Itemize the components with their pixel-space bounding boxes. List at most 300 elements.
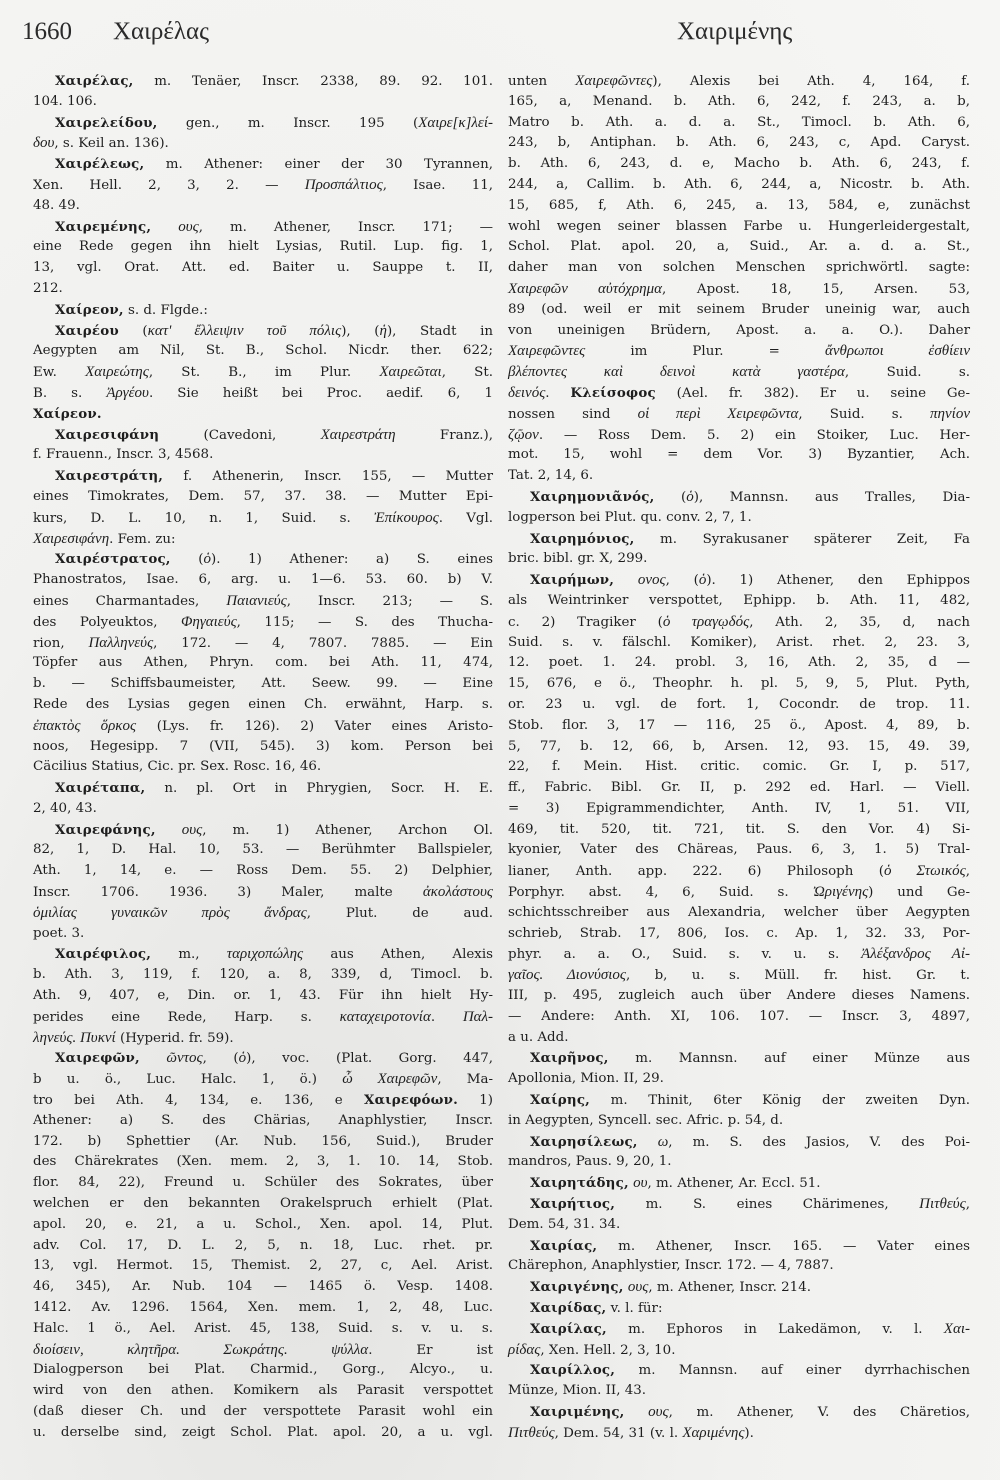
text-line xyxy=(508,1256,970,1277)
line-text: ), ( xyxy=(341,323,380,339)
right-column xyxy=(508,71,970,1444)
line-text: logperson bei Plut. qu. conv. 2, 7, 1. xyxy=(508,509,752,525)
line-text: wird von den athen. Komikern als Parasit verspottet xyxy=(33,1383,493,1399)
text-line xyxy=(508,1111,970,1132)
line-text: (daß dieser Ch. und der verspottete Parasit wohl ein xyxy=(33,1404,493,1419)
text-line xyxy=(33,466,493,487)
text-line xyxy=(508,861,970,882)
headword: Χαιρεμένης, xyxy=(55,218,152,235)
line-text: 48. 49. xyxy=(33,197,80,213)
line-text: 243, b, Antiphan. b. Ath. 6, 243, c, Apd. Caryst. xyxy=(508,135,970,151)
line-text: ), Stadt in xyxy=(386,323,493,339)
line-text: B. s. xyxy=(33,385,107,401)
text-line xyxy=(508,1194,970,1215)
headword: Χαιρέου xyxy=(55,322,119,339)
text-line xyxy=(33,757,493,778)
line-text: mot. 15, wohl = dem Vor. 3) Byzantier, Ach. xyxy=(508,447,970,463)
greek-term: ὦ Χαιρεφῶν xyxy=(342,1071,438,1088)
line-text: , m. Athener, Inscr. 214. xyxy=(648,1280,811,1296)
line-text: ( xyxy=(170,552,204,568)
line-text: perides eine Rede, Harp. s. xyxy=(33,1009,340,1025)
line-text: . Sie heißt bei Proc. aedif. 6, 1 xyxy=(148,385,493,401)
line-text: ff., Fabric. Bibl. Gr. II, p. 292 ed. Harl. — Viell. xyxy=(508,780,970,796)
line-text: m. Mannsn. auf einer dyrrhachischen xyxy=(615,1363,970,1379)
greek-term: Φηγαιεύς xyxy=(180,613,237,630)
line-text: kurs, D. L. 10, n. 1, Suid. s. xyxy=(33,510,375,526)
text-line xyxy=(508,1173,970,1194)
line-text: (Hyperid. fr. 59). xyxy=(115,1030,234,1046)
line-text: Ath. 9, 407, e, Din. or. 1, 43. Für ihn hielt Hy- xyxy=(33,988,493,1004)
greek-term: Χαιρε[κ]λεί- xyxy=(418,114,493,131)
text-line xyxy=(33,445,493,466)
headword: Χαιρησίλεως, xyxy=(530,1133,638,1150)
greek-term: ους xyxy=(181,821,203,838)
greek-term: Χαιρεῶται xyxy=(379,364,442,381)
line-text: 13, vgl. Orat. Att. ed. Baiter u. Sauppe t. II, xyxy=(33,260,493,276)
headword: Χαιρητάδης, xyxy=(530,1175,629,1192)
line-text: Cäcilius Statius, Cic. pr. Sex. Rosc. 16, 46. xyxy=(33,759,322,775)
text-line xyxy=(33,612,493,633)
line-text: schichtsschreiber aus Alexandria, welcher über Aegypten xyxy=(508,904,970,920)
line-text: , Plut. de aud. xyxy=(306,905,493,921)
line-text: , m. Athener, Inscr. 171; — xyxy=(198,219,493,235)
line-text xyxy=(140,1051,167,1066)
line-text: Xen. Hell. 2, 3, 2. — xyxy=(33,177,305,193)
text-line xyxy=(33,529,493,550)
line-text: u. derselbe sind, zeigt Schol. Plat. apol. 20, a u. vgl. xyxy=(33,1424,493,1440)
headword: Χαιρέλας, xyxy=(55,73,134,89)
text-line xyxy=(508,508,970,529)
greek-term: Χαι- xyxy=(943,1320,970,1337)
greek-term: καταχειροτονία xyxy=(339,1008,431,1025)
greek-term: Χαιρεφῶν αὐτόχρημα xyxy=(508,280,662,297)
line-text: im Plur. = xyxy=(585,344,825,360)
line-text: ). 1) Athener, den Ephippos xyxy=(706,573,970,589)
text-line xyxy=(33,133,493,154)
line-text: eines Timokrates, Dem. 57, 37. 38. — Mutter Epi- xyxy=(33,488,493,504)
headword: Χαιρέλεως, xyxy=(55,156,145,173)
line-text: Dem. 54, 31. 34. xyxy=(508,1216,621,1232)
line-text: Dialogperson bei Plat. Charmid., Gorg., Alcyo., u. xyxy=(33,1362,493,1378)
text-line xyxy=(508,279,970,300)
line-text: ( xyxy=(654,489,687,505)
page-number: 1660 xyxy=(22,18,72,45)
text-line xyxy=(33,674,493,695)
line-text: in Aegypten, Syncell. sec. Afric. p. 54, d. xyxy=(508,1112,784,1128)
line-text xyxy=(614,573,638,588)
line-text: v. l. für: xyxy=(606,1301,663,1317)
left-column xyxy=(33,71,493,1444)
text-line xyxy=(508,92,970,113)
text-line xyxy=(33,1069,493,1090)
text-line xyxy=(508,1069,970,1090)
line-text: welchen er den bekannten Orakelspruch erhielt (Plat. xyxy=(33,1196,493,1212)
line-text: Halc. 1 ö., Ael. Arist. 45, 138, Suid. s. v. u. s. xyxy=(33,1320,493,1336)
line-text: als Weintrinker verspottet, Ephipp. b. Ath. 11, 482, xyxy=(508,592,970,608)
headword: Χαιρήτιος, xyxy=(530,1196,616,1213)
text-line xyxy=(508,633,970,654)
greek-term: ρίδας xyxy=(508,1341,541,1358)
line-text: eine Rede gegen ihn hielt Lysias, Rutil. Lup. fig. 1, xyxy=(33,239,493,255)
line-text xyxy=(156,823,182,838)
line-text: Ath. 1, 14, e. — Ross Dem. 55. 2) Delphier, xyxy=(33,863,493,879)
text-line xyxy=(508,653,970,674)
line-text: , Inscr. 213; — S. xyxy=(286,593,493,609)
headword: Χαιρίας, xyxy=(530,1237,598,1254)
line-text: m. Mannsn. auf einer Münze aus xyxy=(608,1051,970,1067)
headword: Χαιρίδας, xyxy=(530,1300,607,1317)
text-line xyxy=(508,695,970,716)
line-text: , m. Athener, Ar. Eccl. 51. xyxy=(647,1176,821,1192)
running-head-left: Χαιρέλας xyxy=(113,18,209,45)
text-line xyxy=(508,1402,970,1423)
text-line xyxy=(33,217,493,238)
text-line xyxy=(508,404,970,425)
text-line xyxy=(508,487,970,508)
text-line xyxy=(508,383,970,404)
text-line xyxy=(508,612,970,633)
greek-term: ἐπακτὸς ὅρκος xyxy=(33,717,137,734)
line-text: apol. 20, e. 21, a u. Schol., Xen. apol. 14, Plut. xyxy=(33,1216,493,1232)
line-text: wohl wegen seiner blassen Farbe u. Hungerleidergestalt, xyxy=(508,218,970,234)
headword: Χαιρεφῶν, xyxy=(55,1050,140,1067)
text-line xyxy=(508,196,970,217)
line-text: m. Athener, Inscr. 165. — Vater eines xyxy=(597,1238,970,1254)
greek-term: Προσπάλτιος xyxy=(304,176,383,193)
text-line xyxy=(508,965,970,986)
text-line xyxy=(508,1298,970,1319)
line-text: b u. ö., Luc. Halc. 1, ö.) xyxy=(33,1072,343,1088)
greek-term: Χαριμένης xyxy=(682,1424,745,1441)
text-line xyxy=(33,778,493,799)
line-text: Ew. xyxy=(33,365,86,381)
greek-term: γαῖος. Διονύσιος xyxy=(508,967,627,984)
text-line xyxy=(33,1236,493,1257)
headword: Χαιρεστράτη, xyxy=(55,468,164,485)
greek-term: Πιτθεύς xyxy=(508,1424,555,1441)
text-line xyxy=(33,279,493,300)
text-line xyxy=(508,903,970,924)
greek-term: Παιανιεύς xyxy=(226,592,287,609)
text-line xyxy=(33,1298,493,1319)
text-line xyxy=(508,1360,970,1381)
line-text: Franz.), xyxy=(395,427,493,443)
running-head-right: Χαιριμένης xyxy=(677,18,793,45)
text-line xyxy=(33,1173,493,1194)
greek-term: ζῷον xyxy=(508,426,539,443)
headword: Χαιρέταπα, xyxy=(55,780,146,797)
text-line xyxy=(33,653,493,674)
text-line xyxy=(508,1236,970,1257)
text-line xyxy=(508,362,970,383)
line-text: Inscr. 1706. 1936. 3) Maler, malte xyxy=(33,885,423,901)
line-text: 12. poet. 1. 24. probl. 3, 16, Ath. 2, 35, d — xyxy=(508,655,970,671)
line-text: Athener: a) S. des Chärias, Anaphlystier, Inscr. xyxy=(33,1112,493,1128)
line-text: 1412. Av. 1296. 1564, Xen. mem. 1, 2, 48, Luc. xyxy=(33,1300,493,1316)
line-text: , b, u. s. Müll. fr. hist. Gr. t. xyxy=(626,968,970,984)
line-text: Suid. s. v. fälschl. Komiker), Arist. rhet. 2, 23. 3, xyxy=(508,634,970,650)
text-line xyxy=(33,799,493,820)
line-text: daher man von solchen Menschen sprichwörtl. sagte: xyxy=(508,260,970,276)
line-text: b. Ath. 3, 119, f. 120, a. 8, 339, d, Timocl. b. xyxy=(33,967,493,983)
greek-term: ὁ Στωικός xyxy=(883,863,966,880)
text-line xyxy=(33,508,493,529)
line-text: Porphyr. abst. 4, 6, Suid. s. xyxy=(508,885,813,901)
text-line xyxy=(33,425,493,446)
line-text: ), Mannsn. aus Tralles, Dia- xyxy=(693,489,970,505)
text-line xyxy=(508,1028,970,1049)
text-line xyxy=(33,1111,493,1132)
text-line xyxy=(33,633,493,654)
text-line xyxy=(33,737,493,758)
line-text: , ( xyxy=(665,573,699,589)
text-line xyxy=(33,404,493,425)
text-line xyxy=(33,321,493,342)
text-line xyxy=(33,113,493,134)
line-text: ( xyxy=(118,323,148,339)
greek-term: ὁ τραγῳδός xyxy=(662,613,750,630)
text-line xyxy=(508,778,970,799)
line-text: kyonier, Vater des Chäreas, Paus. 6, 3, 1. 5) Tral- xyxy=(508,842,970,858)
line-text xyxy=(151,220,178,235)
line-text: m. S. eines Chärimenes, xyxy=(615,1197,920,1213)
text-line xyxy=(33,861,493,882)
text-line xyxy=(508,1277,970,1298)
line-text: ). 1) Athener: a) S. eines xyxy=(211,552,494,568)
text-line xyxy=(33,1319,493,1340)
greek-term: ἡ xyxy=(379,322,387,339)
text-line xyxy=(33,1277,493,1298)
greek-term: διοίσειν, κλητῆρα. Σωκράτης. ψύλλα xyxy=(33,1341,369,1358)
line-text: , m. Athener, V. des Chäretios, xyxy=(668,1405,971,1420)
headword: Χαίρεον. xyxy=(33,405,102,422)
headword: Χαιρεσιφάνη xyxy=(55,426,160,443)
line-text: Tat. 2, 14, 6. xyxy=(508,468,594,484)
headword: Χαίρης, xyxy=(530,1092,591,1109)
text-line xyxy=(508,1423,970,1444)
text-line xyxy=(508,674,970,695)
text-line xyxy=(33,237,493,258)
line-text: 212. xyxy=(33,280,63,296)
text-line xyxy=(33,154,493,175)
line-text: Aegypten am Nil, St. B., Schol. Nicdr. ther. 622; xyxy=(33,343,493,359)
line-text: . xyxy=(545,385,571,401)
line-text: c. 2) Tragiker ( xyxy=(508,614,663,630)
headword: Χαιριμένης, xyxy=(530,1404,625,1420)
text-line xyxy=(508,217,970,238)
line-text: . Fem. zu: xyxy=(109,531,176,547)
greek-term: ω xyxy=(657,1133,669,1150)
text-line xyxy=(33,1215,493,1236)
text-line xyxy=(33,716,493,737)
headword: Χαιρημονιᾶνός, xyxy=(530,488,655,505)
line-text: , xyxy=(965,1197,970,1213)
text-line xyxy=(33,300,493,321)
line-text: von uneinigen Brüdern, Apost. a. a. O.). Daher xyxy=(508,322,970,338)
text-line xyxy=(33,1360,493,1381)
line-text: — Andere: Anth. XI, 106. 107. — Inscr. 3, 4897, xyxy=(508,1008,970,1024)
line-text: m. Thinit, 6ter König der zweiten Dyn. xyxy=(590,1093,970,1109)
line-text: , s. Keil an. 136). xyxy=(54,136,169,152)
line-text: phyr. a. a. O., Suid. s. v. u. s. xyxy=(508,947,862,963)
line-text: f. Frauenn., Inscr. 3, 4568. xyxy=(33,447,214,463)
greek-term: ου xyxy=(633,1175,648,1192)
greek-term: Παλ- xyxy=(462,1008,494,1025)
line-text: . Er ist xyxy=(368,1342,493,1358)
line-text: Apollonia, Mion. II, 29. xyxy=(508,1071,664,1087)
text-line xyxy=(33,341,493,362)
text-line xyxy=(33,1007,493,1028)
greek-term: Ἀργέου xyxy=(106,384,149,401)
line-text: Töpfer aus Athen, Phryn. com. bei Ath. 11, 474, xyxy=(33,655,493,671)
text-line xyxy=(33,903,493,924)
text-line xyxy=(508,321,970,342)
line-text: . — Ross Dem. 5. 2) ein Stoiker, Luc. Her- xyxy=(538,427,970,443)
line-text: lianer, Anth. app. 222. 6) Philosoph ( xyxy=(508,864,884,880)
text-line xyxy=(33,487,493,508)
headword: Κλείσοφος xyxy=(570,384,656,401)
line-text: a u. Add. xyxy=(508,1029,569,1045)
text-line xyxy=(33,986,493,1007)
greek-term: ἀκολάστους xyxy=(422,884,493,901)
line-text: 104. 106. xyxy=(33,93,97,109)
text-line xyxy=(508,716,970,737)
greek-term: Χαιρεφῶντες xyxy=(508,343,586,360)
greek-term: ἄνθρωποι ἐσθίειν xyxy=(824,343,970,360)
line-text: 469, tit. 520, tit. 721, tit. S. den Vor. 4) Si- xyxy=(508,821,970,837)
text-line xyxy=(33,92,493,113)
text-line xyxy=(33,362,493,383)
greek-term: Χαιρεώτης xyxy=(85,364,149,381)
text-line xyxy=(33,820,493,841)
greek-term: ους xyxy=(648,1404,669,1420)
line-text: 1) xyxy=(457,1093,493,1109)
line-text: or. 23 u. vgl. de fort. 1, Cocondr. de trop. 11. xyxy=(508,696,970,712)
line-text: ), voc. (Plat. Gorg. 447, xyxy=(246,1051,493,1067)
text-line xyxy=(508,882,970,903)
headword: Χαιρεφάνης, xyxy=(55,821,156,838)
text-line xyxy=(33,1132,493,1153)
line-text: = 3) Epigrammendichter, Anth. IV, 1, 51. VII, xyxy=(508,800,970,816)
line-text: mandros, Paus. 9, 20, 1. xyxy=(508,1154,672,1170)
line-text: ). xyxy=(744,1425,754,1441)
text-line xyxy=(33,882,493,903)
line-text: , ( xyxy=(202,1051,239,1067)
text-line xyxy=(33,570,493,591)
line-text: 46, 345), Ar. Nub. 104 — 1465 ö. Vesp. 1408. xyxy=(33,1279,493,1295)
text-line xyxy=(33,1402,493,1423)
text-line xyxy=(33,1423,493,1444)
greek-term: δου xyxy=(33,135,55,152)
text-line xyxy=(33,258,493,279)
text-line xyxy=(33,1028,493,1049)
text-line xyxy=(33,1152,493,1173)
text-line xyxy=(33,175,493,196)
line-text: Matro b. Ath. a. d. a. St., Timocl. b. Ath. 6, xyxy=(508,114,970,130)
text-line xyxy=(33,549,493,570)
greek-term: ους xyxy=(627,1279,649,1296)
line-text: 89 (od. weil er mit seinem Bruder uneinig war, auch xyxy=(508,301,970,317)
line-text: b. — Schiffsbaumeister, Att. Seew. 99. — Eine xyxy=(33,676,493,692)
line-text: (Lys. fr. 126). 2) Vater eines Aristo- xyxy=(136,718,493,734)
line-text xyxy=(638,1135,658,1150)
line-text: 15, 685, f, Ath. 6, 245, a. 13, 584, e, zunächst xyxy=(508,197,970,213)
page-header xyxy=(0,14,1000,58)
headword: Χαιρημόνιος, xyxy=(530,530,635,547)
text-line xyxy=(508,529,970,550)
line-text: Phanostratos, Isae. 6, arg. u. 1—6. 53. 60. b) V. xyxy=(33,572,493,588)
text-line xyxy=(508,133,970,154)
greek-term: οἱ περὶ Χειρεφῶντα xyxy=(637,405,799,422)
text-line xyxy=(508,237,970,258)
line-text: 13, vgl. Hermot. 15, Themist. 2, 27, c, Ael. Arist. xyxy=(33,1258,493,1274)
line-text: Stob. flor. 3, 17 — 116, 25 ö., Apost. 4, 89, b. xyxy=(508,717,970,733)
headword: Χαιρελείδου, xyxy=(55,114,158,131)
text-line xyxy=(33,71,493,92)
greek-term: Ἐπίκουρος xyxy=(374,509,439,526)
line-text: m., xyxy=(151,947,227,963)
line-text: (Ael. fr. 382). Er u. seine Ge- xyxy=(655,385,971,401)
text-line xyxy=(33,840,493,861)
line-text: des Polyeuktos, xyxy=(33,614,181,630)
line-text xyxy=(625,1405,649,1420)
line-text: eines Charmantades, xyxy=(33,593,227,609)
text-line xyxy=(508,1215,970,1236)
text-line xyxy=(508,300,970,321)
greek-term: ὁμιλίας γυναικῶν πρὸς ἄνδρας xyxy=(33,904,307,921)
line-text: ), Alexis bei Ath. 4, 164, f. xyxy=(652,74,970,89)
greek-term: ους xyxy=(178,218,199,235)
text-line xyxy=(33,965,493,986)
line-text: Chärephon, Anaphlystier, Inscr. 172. — 4, 7887. xyxy=(508,1258,834,1274)
line-text: aus Athen, Alexis xyxy=(303,947,493,963)
text-line xyxy=(508,1090,970,1111)
text-line xyxy=(33,944,493,965)
line-text: , 172. — 4, 7807. 7885. — Ein xyxy=(153,635,493,651)
greek-term: Χαιρεστράτη xyxy=(320,426,396,443)
line-text: 82, 1, D. Hal. 10, 53. — Berühmter Ballspieler, xyxy=(33,842,493,858)
line-text: . xyxy=(430,1009,463,1025)
line-text: , St. xyxy=(441,365,493,381)
line-text: poet. 3. xyxy=(33,925,85,941)
text-line xyxy=(508,820,970,841)
greek-term: Χαιρεφῶντες xyxy=(575,73,653,89)
line-text: 5, 77, b. 12, 66, b, Arsen. 12, 93. 15, 49. 39, xyxy=(508,738,970,754)
line-text: m. Syrakusaner späterer Zeit, Fa xyxy=(634,531,970,547)
greek-term: ληνεύς. Πυκνί xyxy=(33,1029,116,1046)
line-text: schrieb, Strab. 17, 806, Ios. c. Ap. 1, 32. 33, Por- xyxy=(508,925,970,941)
line-text: 165, a, Menand. b. Ath. 6, 242, f. 243, a. b, xyxy=(508,93,970,109)
text-line xyxy=(33,924,493,945)
text-line xyxy=(33,1048,493,1069)
line-text: nossen sind xyxy=(508,406,638,422)
text-line xyxy=(508,799,970,820)
text-line xyxy=(508,1007,970,1028)
line-text: (Cavedoni, xyxy=(159,427,321,443)
text-line xyxy=(33,383,493,404)
text-line xyxy=(33,1340,493,1361)
line-text: , m. S. des Jasios, V. des Poi- xyxy=(668,1134,970,1150)
text-line xyxy=(508,1340,970,1361)
greek-term: πηνίον xyxy=(930,405,970,422)
greek-term: δεινός xyxy=(508,384,546,401)
text-line xyxy=(508,175,970,196)
line-text: , 115; — S. des Thucha- xyxy=(236,614,493,630)
text-line xyxy=(508,154,970,175)
line-text: bric. bibl. gr. X, 299. xyxy=(508,551,648,567)
line-text: 172. b) Sphettier (Ar. Nub. 156, Suid.), Bruder xyxy=(33,1133,493,1149)
greek-term: ῶντος xyxy=(166,1050,203,1067)
